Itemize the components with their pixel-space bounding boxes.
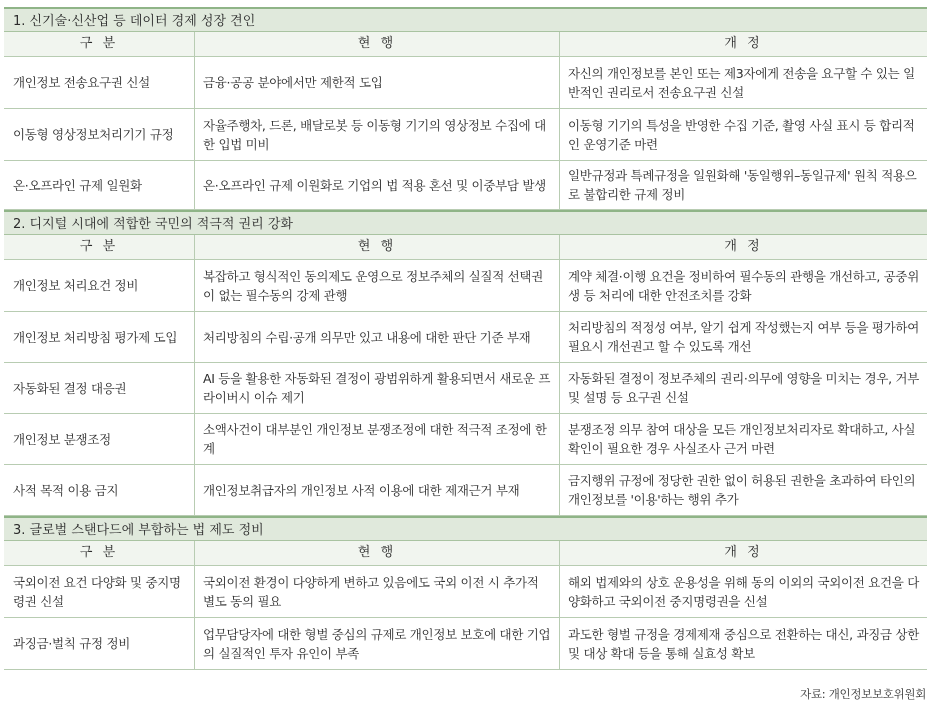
- column-header-current: 현 행: [195, 32, 560, 56]
- section-3: [4, 516, 927, 670]
- column-header-revised: 개 정: [724, 545, 763, 560]
- current-cell: AI 등을 활용한 자동화된 결정이 광범위하게 활용되면서 새로운 프라이버시 이슈 제기: [195, 363, 560, 413]
- current-cell: 업무담당자에 대한 형벌 중심의 규제로 개인정보 보호에 대한 기업의 실질적인 투자 유인이 부족: [195, 618, 560, 669]
- revised-cell: 자동화된 결정이 정보주체의 권리·의무에 영향을 미치는 경우, 거부 및 설명 등 요구권 신설: [568, 371, 919, 405]
- table-row: [4, 414, 927, 465]
- section-title: 3. 글로벌 스탠다드에 부합하는 법 제도 정비: [4, 516, 927, 541]
- current-cell: 금융·공공 분야에서만 제한적 도입: [195, 57, 560, 108]
- column-header-row: [4, 32, 927, 57]
- table-row: [4, 465, 927, 516]
- column-header-revised: 개 정: [724, 36, 763, 51]
- revised-cell: 금지행위 규정에 정당한 권한 없이 허용된 권한을 초과하여 타인의 개인정보를 '이용'하는 행위 추가: [568, 473, 916, 507]
- current-cell: 개인정보취급자의 개인정보 사적 이용에 대한 제재근거 부재: [195, 465, 560, 515]
- column-header-category: 구 분: [4, 541, 195, 565]
- revised-cell: 일반규정과 특례규정을 일원화해 '동일행위–동일규제' 원칙 적용으로 불합리한 규제 정비: [568, 168, 917, 202]
- category-cell: 자동화된 결정 대응권: [4, 363, 195, 413]
- current-cell: 국외이전 환경이 다양하게 변하고 있음에도 국외 이전 시 추가적 별도 동의 필요: [195, 566, 560, 617]
- column-header-row: [4, 235, 927, 260]
- category-cell: 개인정보 처리요건 정비: [4, 260, 195, 311]
- category-cell: 과징금·벌칙 규정 정비: [4, 618, 195, 669]
- policy-table: [4, 7, 927, 670]
- current-cell: 자율주행차, 드론, 배달로봇 등 이동형 기기의 영상정보 수집에 대한 입법 미비: [195, 109, 560, 160]
- revised-cell: 처리방침의 적정성 여부, 알기 쉽게 작성했는지 여부 등을 평가하여 필요시 개선권고 할 수 있도록 개선: [568, 320, 919, 354]
- table-row: [4, 363, 927, 414]
- category-cell: 개인정보 분쟁조정: [4, 414, 195, 464]
- revised-cell: 과도한 형벌 규정을 경제제재 중심으로 전환하는 대신, 과징금 상한 및 대상 확대 등을 통해 실효성 확보: [568, 626, 919, 661]
- category-cell: 온·오프라인 규제 일원화: [4, 161, 195, 209]
- category-cell: 사적 목적 이용 금지: [4, 465, 195, 515]
- table-row: [4, 161, 927, 210]
- category-cell: 국외이전 요건 다양화 및 중지명령권 신설: [4, 566, 195, 617]
- table-row: [4, 260, 927, 312]
- section-1: [4, 7, 927, 210]
- category-cell: 개인정보 전송요구권 신설: [4, 57, 195, 108]
- revised-cell: 자신의 개인정보를 본인 또는 제3자에게 전송을 요구할 수 있는 일반적인 권리로서 전송요구권 신설: [568, 65, 915, 100]
- section-title: 1. 신기술·신산업 등 데이터 경제 성장 견인: [4, 7, 927, 32]
- column-header-revised: 개 정: [724, 239, 763, 254]
- current-cell: 복잡하고 형식적인 동의제도 운영으로 정보주체의 실질적 선택권이 없는 필수동의 강제 관행: [195, 260, 560, 311]
- source-note: 자료: 개인정보보호위원회: [800, 687, 926, 701]
- revised-cell: 분쟁조정 의무 참여 대상을 모든 개인정보처리자로 확대하고, 사실확인이 필요한 경우 사실조사 근거 마련: [568, 422, 916, 456]
- revised-cell: 이동형 기기의 특성을 반영한 수집 기준, 촬영 사실 표시 등 합리적인 운영기준 마련: [568, 117, 915, 152]
- table-row: [4, 57, 927, 109]
- table-row: [4, 312, 927, 363]
- column-header-row: [4, 541, 927, 566]
- current-cell: 처리방침의 수립·공개 의무만 있고 내용에 대한 판단 기준 부재: [195, 312, 560, 362]
- section-title: 2. 디지털 시대에 적합한 국민의 적극적 권리 강화: [4, 210, 927, 235]
- revised-cell: 계약 체결·이행 요건을 정비하여 필수동의 관행을 개선하고, 공중위생 등 처리에 대한 안전조치를 강화: [568, 268, 919, 303]
- table-row: [4, 566, 927, 618]
- column-header-current: 현 행: [195, 235, 560, 259]
- section-2: [4, 210, 927, 516]
- revised-cell: 해외 법제와의 상호 운용성을 위해 동의 이외의 국외이전 요건을 다양화하고 국외이전 중지명령권을 신설: [568, 574, 919, 609]
- table-row: [4, 109, 927, 161]
- column-header-category: 구 분: [4, 32, 195, 56]
- column-header-category: 구 분: [4, 235, 195, 259]
- category-cell: 개인정보 처리방침 평가제 도입: [4, 312, 195, 362]
- current-cell: 온·오프라인 규제 이원화로 기업의 법 적용 혼선 및 이중부담 발생: [195, 161, 560, 209]
- table-row: [4, 618, 927, 670]
- current-cell: 소액사건이 대부분인 개인정보 분쟁조정에 대한 적극적 조정에 한계: [195, 414, 560, 464]
- column-header-current: 현 행: [195, 541, 560, 565]
- category-cell: 이동형 영상정보처리기기 규정: [4, 109, 195, 160]
